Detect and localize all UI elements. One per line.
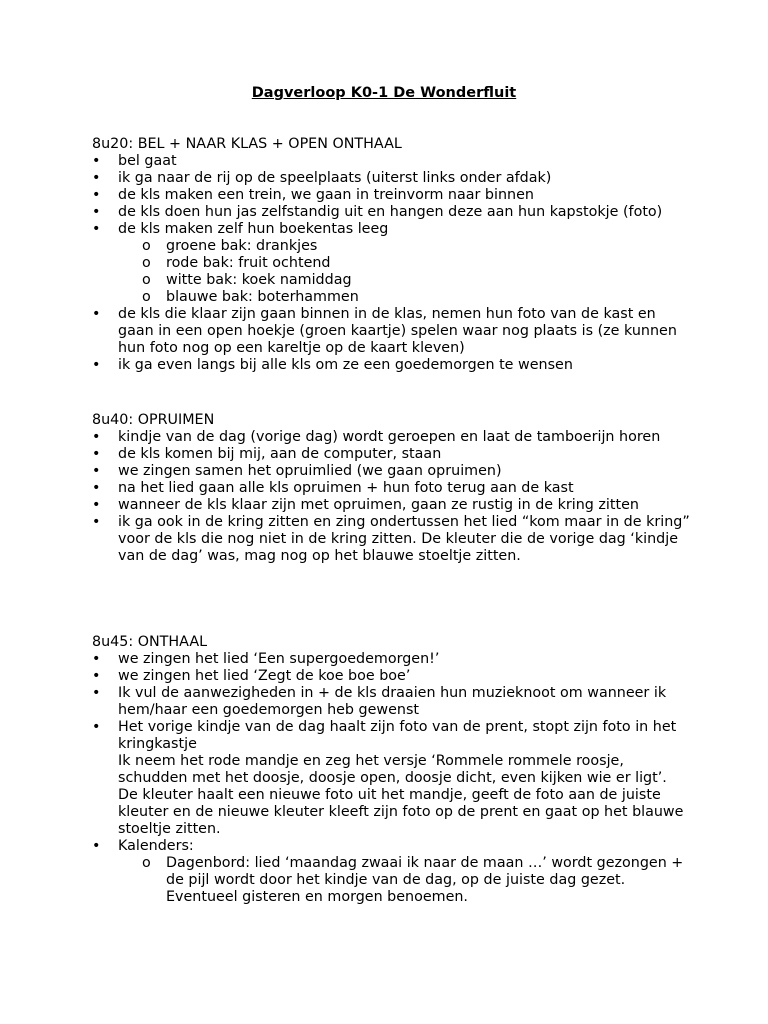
list-item: • de kls maken zelf hun boekentas leeg	[90, 221, 690, 238]
list-item: • ik ga ook in de kring zitten en zing ondertussen het lied “kom maar in de kring” voor de kls die nog niet in de kring zitten. De kleuter die de vorige dag ‘kindje van de dag’ was, mag nog op het blauwe stoeltje zitten.	[90, 514, 690, 565]
document-title: Dagverloop K0-1 De Wonderfluit	[251, 85, 517, 101]
list-item: • de kls doen hun jas zelfstandig uit en hangen deze aan hun kapstokje (foto)	[90, 204, 690, 221]
list-item: • Het vorige kindje van de dag haalt zijn foto van de prent, stopt zijn foto in het kringkastje	[90, 719, 690, 753]
section-heading: 8u40: OPRUIMEN	[92, 412, 215, 428]
list-item: • bel gaat	[90, 153, 690, 170]
list-item: • de kls komen bij mij, aan de computer, staan	[90, 446, 690, 463]
sub-list-item: o witte bak: koek namiddag	[90, 272, 690, 289]
list-item: • we zingen samen het opruimlied (we gaan opruimen)	[90, 463, 690, 480]
sub-list-item: o rode bak: fruit ochtend	[90, 255, 690, 272]
section-8u40	[90, 412, 690, 565]
bullet-list	[90, 429, 690, 565]
list-item: • we zingen het lied ‘Een supergoedemorgen!’	[90, 651, 690, 668]
list-item: • de kls die klaar zijn gaan binnen in de klas, nemen hun foto van de kast en gaan in een open hoekje (groen kaartje) spelen waar nog plaats is (ze kunnen hun foto nog op een kareltje op de kaart kleven)	[90, 306, 690, 357]
continuation-paragraph: Ik neem het rode mandje en zeg het versje ‘Rommele rommele roosje, schudden met het doosje, doosje open, doosje dicht, even kijken wie er ligt’. De kleuter haalt een nieuwe foto uit het mandje, geeft de foto aan de juiste kleuter en de nieuwe kleuter kleeft zijn foto op de prent en gaat op het blauwe stoeltje zitten.	[118, 753, 684, 837]
bullet-list	[90, 838, 690, 906]
section-8u20	[90, 136, 690, 374]
list-item: • ik ga even langs bij alle kls om ze een goedemorgen te wensen	[90, 357, 690, 374]
list-item: • kindje van de dag (vorige dag) wordt geroepen en laat de tamboerijn horen	[90, 429, 690, 446]
list-item: • Ik vul de aanwezigheden in + de kls draaien hun muzieknoot om wanneer ik hem/haar een goedemorgen heb gewenst	[90, 685, 690, 719]
bullet-list	[90, 651, 690, 753]
bullet-list	[90, 153, 690, 374]
sub-list-item: o groene bak: drankjes	[90, 238, 690, 255]
list-item: • na het lied gaan alle kls opruimen + hun foto terug aan de kast	[90, 480, 690, 497]
list-item: • ik ga naar de rij op de speelplaats (uiterst links onder afdak)	[90, 170, 690, 187]
section-heading: 8u45: ONTHAAL	[92, 634, 208, 650]
sub-list-item: o blauwe bak: boterhammen	[90, 289, 690, 306]
list-item: • we zingen het lied ‘Zegt de koe boe boe’	[90, 668, 690, 685]
section-heading: 8u20: BEL + NAAR KLAS + OPEN ONTHAAL	[92, 136, 402, 152]
list-item: • de kls maken een trein, we gaan in treinvorm naar binnen	[90, 187, 690, 204]
section-8u45	[90, 634, 690, 906]
list-item: • wanneer de kls klaar zijn met opruimen, gaan ze rustig in de kring zitten	[90, 497, 690, 514]
list-item: • Kalenders:	[90, 838, 690, 855]
sub-list-item: o Dagenbord: lied ‘maandag zwaai ik naar de maan …’ wordt gezongen + de pijl wordt door het kindje van de dag, op de juiste dag gezet. Eventueel gisteren en morgen benoemen.	[90, 855, 690, 906]
